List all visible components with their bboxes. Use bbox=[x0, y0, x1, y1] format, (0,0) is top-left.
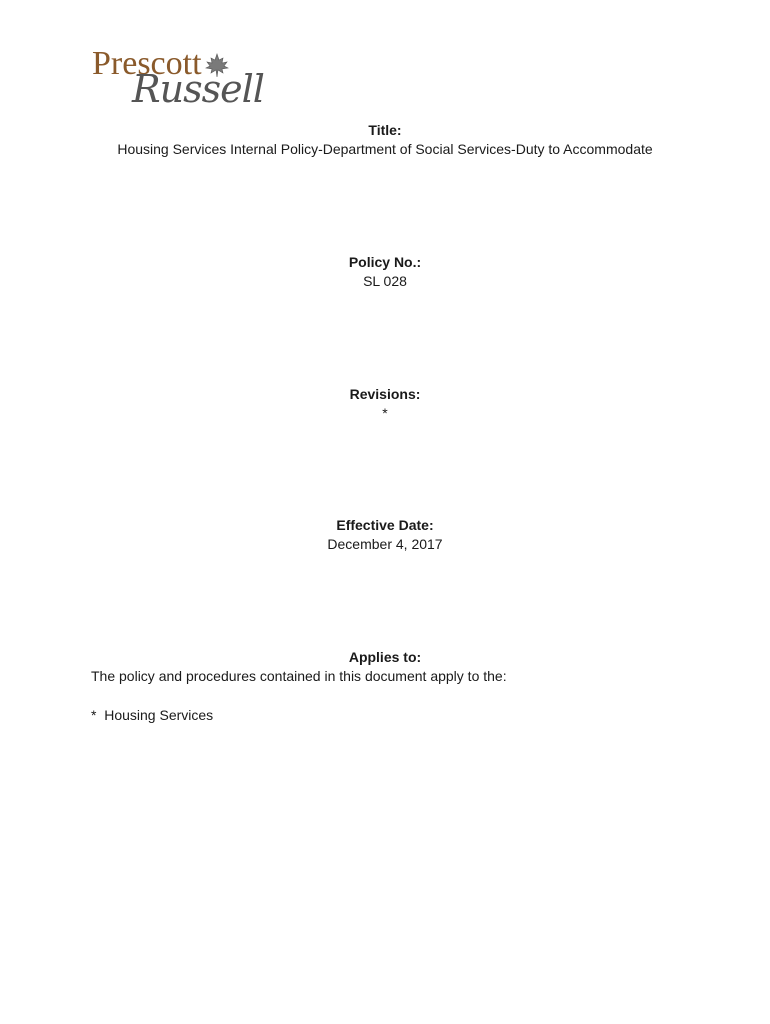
revisions-section bbox=[0, 385, 770, 423]
policy-number-label: Policy No.: bbox=[348, 254, 422, 270]
revisions-label: Revisions: bbox=[349, 386, 421, 402]
effective-date-section bbox=[0, 516, 770, 554]
revisions-value: * bbox=[382, 405, 388, 421]
policy-number-value: SL 028 bbox=[363, 273, 407, 289]
title-label: Title: bbox=[368, 122, 402, 138]
applies-to-section bbox=[0, 648, 770, 667]
title-value: Housing Services Internal Policy-Department of Social Services-Duty to Accommodate bbox=[117, 141, 653, 157]
logo-text-russell: Russell bbox=[132, 67, 264, 111]
applies-to-item: * Housing Services bbox=[91, 707, 214, 723]
applies-to-label: Applies to: bbox=[348, 649, 422, 665]
prescott-russell-logo bbox=[88, 44, 264, 111]
policy-number-section bbox=[0, 253, 770, 291]
logo-text-prescott: Prescott bbox=[92, 45, 202, 82]
title-section bbox=[0, 121, 770, 159]
effective-date-value: December 4, 2017 bbox=[327, 536, 443, 552]
applies-to-text: The policy and procedures contained in this document apply to the: bbox=[91, 668, 507, 684]
effective-date-label: Effective Date: bbox=[336, 517, 434, 533]
